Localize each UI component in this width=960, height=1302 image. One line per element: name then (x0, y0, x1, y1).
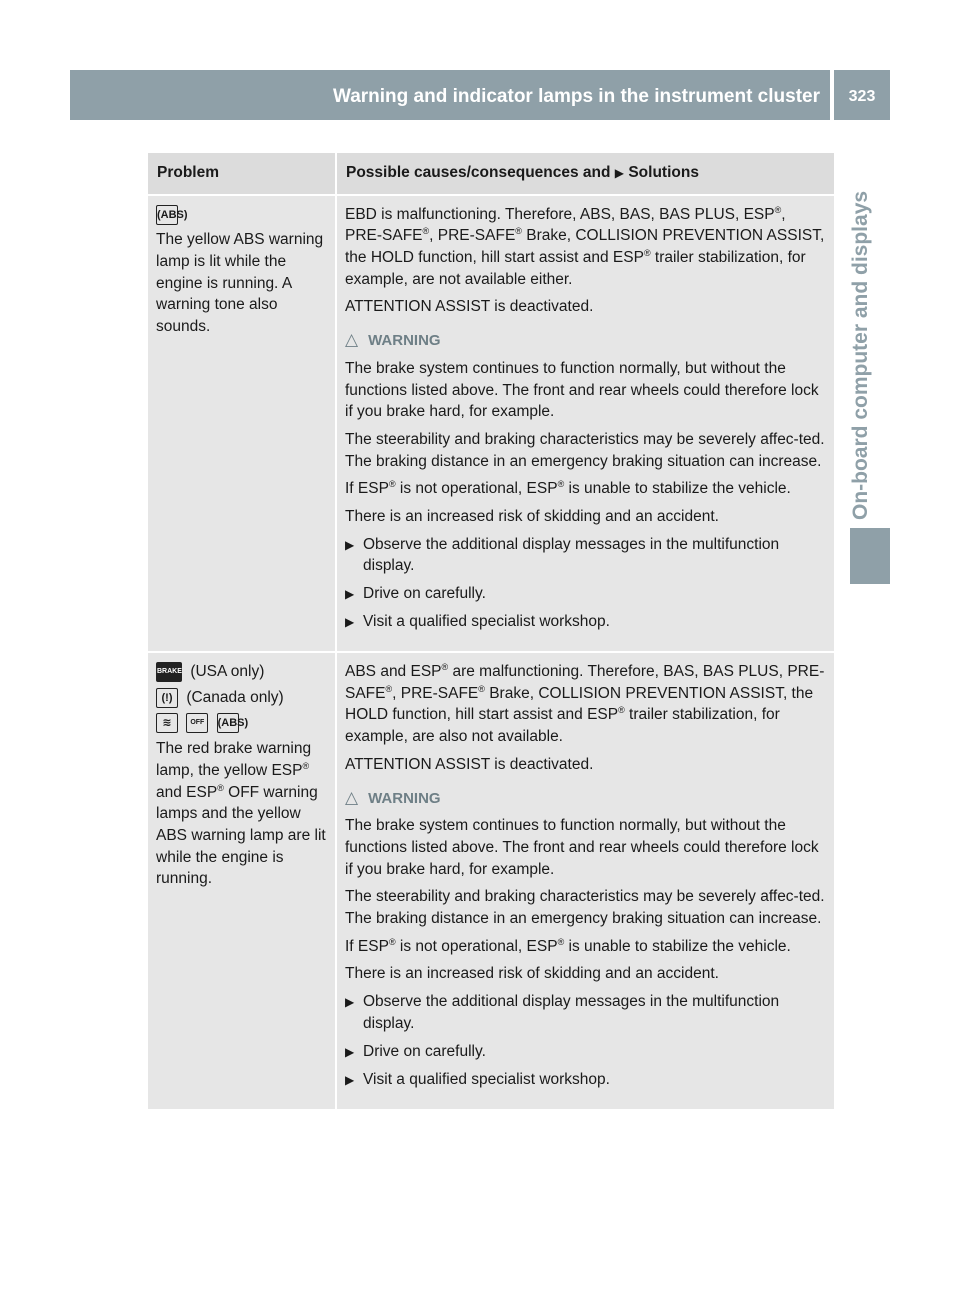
text-span: The red brake warning lamp, the yellow ESP (156, 740, 312, 779)
cause-paragraph (345, 661, 826, 748)
registered-mark: ® (478, 683, 485, 694)
action-step (345, 611, 826, 633)
text-span: is unable to stabilize the vehicle. (564, 937, 791, 955)
cause-paragraph (345, 204, 826, 291)
header-bar (70, 70, 830, 120)
action-step (345, 534, 826, 577)
step-arrow-icon: ▶ (345, 587, 355, 602)
column-header-text-b: Solutions (624, 164, 699, 181)
text-span: ABS and ESP (345, 663, 442, 681)
registered-mark: ® (441, 661, 449, 672)
consequence-paragraph: ATTENTION ASSIST is deactivated. (345, 298, 594, 316)
text-span: is unable to stabilize the vehicle. (564, 480, 791, 498)
esp-lamp-icon: ≋ (156, 713, 178, 733)
registered-mark: ® (643, 247, 651, 258)
step-text: Observe the additional display messages in the multifunction display. (363, 993, 780, 1032)
step-arrow-icon: ▶ (345, 537, 355, 552)
page-number-box (834, 70, 890, 120)
problem-description: The yellow ABS warning lamp is lit while the engine is running. A warning tone also sounds. (156, 231, 324, 336)
warning-triangle-icon: △ (345, 330, 359, 350)
action-step (345, 1041, 826, 1063)
table-row (148, 651, 834, 1108)
step-text: Visit a qualified specialist workshop. (363, 613, 610, 631)
step-text: Visit a qualified specialist workshop. (363, 1070, 610, 1088)
step-arrow-icon: ▶ (345, 1044, 355, 1059)
registered-mark: ® (618, 705, 625, 716)
esp-off-lamp-icon: OFF (186, 713, 208, 733)
text-span: Brake, COLLISION PREVENTION ASSIST, the HOLD function, hill start assist and ESP (345, 684, 814, 724)
column-header-text-a: Possible causes/consequences and (346, 164, 615, 181)
registered-mark: ® (557, 936, 565, 947)
problem-solution-table (148, 153, 834, 1109)
warning-triangle-icon: △ (345, 787, 359, 807)
action-step (345, 1069, 826, 1091)
registered-mark: ® (774, 204, 782, 215)
text-span: OFF warning lamps and the yellow ABS warning lamp are lit while the engine is running. (156, 783, 326, 888)
table-row (148, 194, 834, 651)
warning-paragraph (345, 478, 826, 500)
abs-warning-lamp-icon: (ABS) (156, 205, 178, 225)
text-span: , PRE-SAFE (429, 227, 516, 245)
action-step (345, 583, 826, 605)
step-text: Drive on carefully. (363, 1042, 486, 1060)
text-span: trailer stabilization, for example, are not available either. (345, 249, 806, 288)
registered-mark: ® (388, 479, 396, 490)
region-note: (USA only) (190, 663, 265, 681)
consequence-paragraph: ATTENTION ASSIST is deactivated. (345, 755, 594, 773)
side-tab-block (850, 528, 890, 584)
registered-mark: ® (422, 226, 430, 237)
action-step (345, 991, 826, 1034)
page-number: 323 (848, 88, 876, 105)
warning-paragraph: The steerability and braking characteristics may be severely affec-ted. The braking distance in an emergency braking situation can increase. (345, 888, 825, 928)
registered-mark: ® (385, 683, 393, 694)
step-arrow-icon: ▶ (345, 615, 355, 630)
brake-warning-lamp-icon: BRAKE (156, 662, 182, 682)
text-span: is not operational, ESP (395, 937, 558, 955)
warning-label: WARNING (368, 789, 441, 807)
brake-circle-lamp-icon: (!) (156, 688, 178, 708)
warning-label: WARNING (368, 332, 441, 350)
warning-paragraph: The brake system continues to function normally, but without the functions listed above. The front and rear wheels could therefore lock if you brake hard, for example. (345, 359, 819, 421)
table-header-row (148, 153, 834, 194)
warning-heading (345, 328, 826, 352)
step-text: Observe the additional display messages in the multifunction display. (363, 535, 780, 575)
registered-mark: ® (302, 760, 310, 771)
section-title: Warning and indicator lamps in the instrument cluster (332, 86, 820, 107)
step-text: Drive on carefully. (363, 585, 486, 603)
registered-mark: ® (388, 936, 396, 947)
text-span: EBD is malfunctioning. Therefore, ABS, BAS, BAS PLUS, ESP (345, 205, 775, 223)
abs-warning-lamp-icon: (ABS) (217, 713, 239, 733)
warning-paragraph (345, 936, 826, 958)
warning-paragraph: There is an increased risk of skidding and an accident. (345, 965, 719, 983)
registered-mark: ® (557, 479, 565, 490)
registered-mark: ® (217, 782, 224, 793)
text-span: is not operational, ESP (395, 480, 558, 498)
action-arrow-icon: ▶ (614, 166, 625, 180)
text-span: , PRE-SAFE (392, 684, 479, 702)
text-span: , PRE-SAFE (345, 205, 786, 245)
text-span: Brake, COLLISION PREVENTION ASSIST, the HOLD function, hill start assist and ESP (345, 227, 825, 267)
warning-paragraph: There is an increased risk of skidding and an accident. (345, 508, 719, 526)
warning-paragraph: The brake system continues to function normally, but without the functions listed above. The front and rear wheels could therefore lock if you brake hard, for example. (345, 817, 819, 878)
text-span: are malfunctioning. Therefore, BAS, BAS PLUS, PRE-SAFE (345, 663, 825, 702)
problem-cell (148, 651, 337, 1108)
step-arrow-icon: ▶ (345, 995, 355, 1010)
region-note: (Canada only) (186, 688, 284, 706)
column-header-solutions (337, 153, 834, 194)
solution-cell (337, 651, 834, 1108)
chapter-side-label: On-board computer and displays (849, 190, 872, 520)
warning-paragraph: The steerability and braking characteristics may be severely affec-ted. The braking distance in an emergency braking situation can increase. (345, 430, 825, 470)
warning-heading (345, 786, 826, 810)
text-span: and ESP (156, 783, 218, 801)
canada-lamp-line (156, 687, 329, 709)
problem-description (156, 738, 329, 890)
column-header-problem: Problem (148, 153, 337, 194)
registered-mark: ® (515, 226, 522, 237)
problem-cell (148, 194, 337, 651)
text-span: trailer stabilization, for example, are also not available. (345, 706, 780, 746)
step-arrow-icon: ▶ (345, 1072, 355, 1087)
text-span: If ESP (345, 480, 389, 498)
lamp-icons-line (156, 712, 329, 734)
usa-lamp-line (156, 661, 329, 683)
solution-cell (337, 194, 834, 651)
text-span: If ESP (345, 937, 389, 955)
